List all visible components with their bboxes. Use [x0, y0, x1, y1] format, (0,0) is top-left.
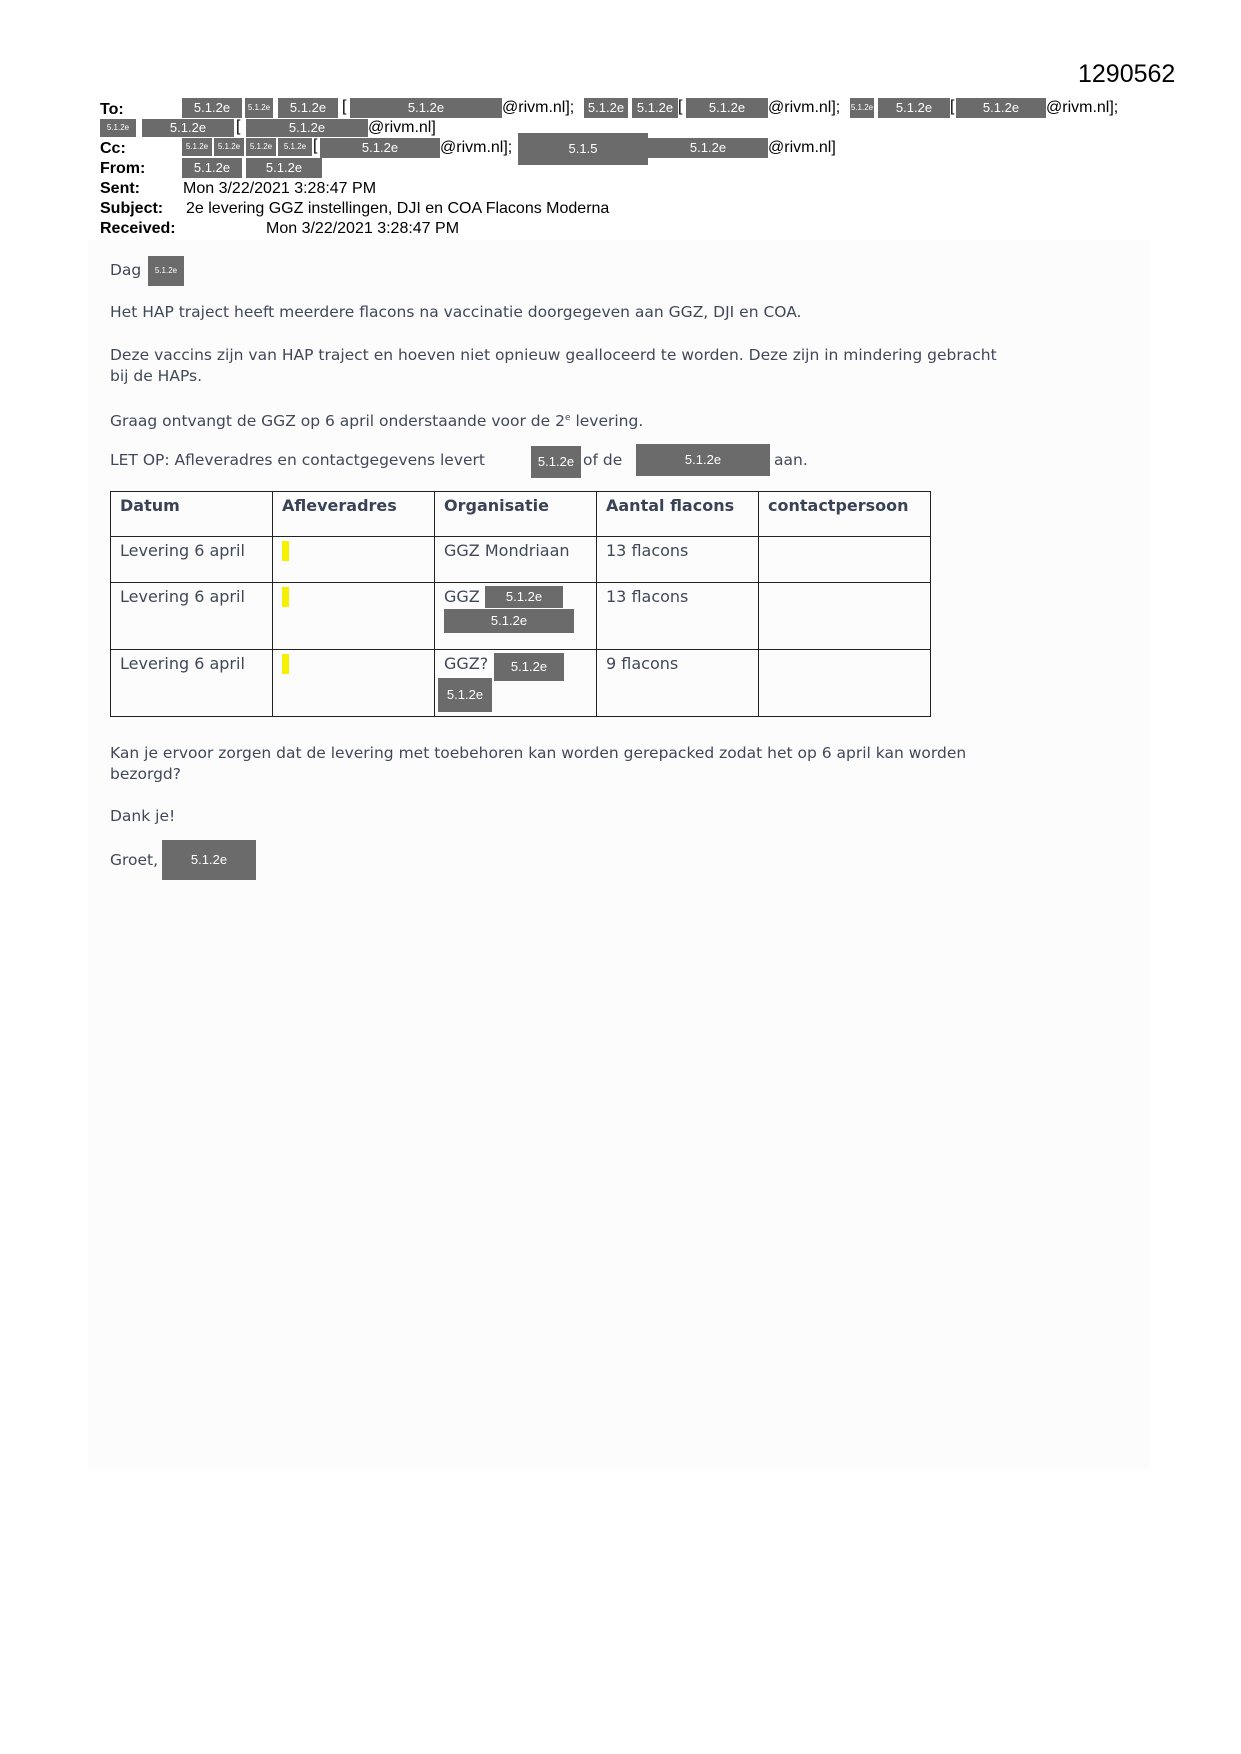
afleveradres-cell — [273, 650, 435, 717]
subject-label: Subject: — [100, 200, 164, 217]
sent-label: Sent: — [100, 180, 140, 197]
greeting: Dag — [110, 261, 142, 279]
redaction-box: 5.1.2e — [214, 138, 244, 156]
redaction-box: 5.1.2e — [584, 98, 628, 118]
notice-paragraph: LET OP: Afleveradres en contactgegevens levert — [110, 451, 485, 469]
redaction-box: 5.1.2e — [148, 256, 184, 286]
received-value: Mon 3/22/2021 3:28:47 PM — [266, 220, 460, 237]
redaction-box: 5.1.2e — [182, 98, 242, 118]
redaction-box: 5.1.2e — [531, 446, 581, 478]
datum-cell: Levering 6 april — [111, 583, 273, 650]
to-label: To: — [100, 101, 124, 118]
contact-cell — [759, 583, 931, 650]
closing-line: Groet, — [110, 851, 159, 869]
redaction-box: 5.1.2e — [350, 98, 502, 118]
aantal-cell: 9 flacons — [597, 650, 759, 717]
contact-cell — [759, 650, 931, 717]
redaction-box: 5.1.2e — [850, 98, 874, 118]
redaction-box: 5.1.2e — [162, 840, 256, 880]
redaction-box: 5.1.2e — [142, 119, 234, 137]
email-domain: @rivm.nl] — [368, 119, 436, 136]
afleveradres-cell — [273, 583, 435, 650]
redaction-box: 5.1.2e — [182, 138, 212, 156]
redaction-box: 5.1.2e — [278, 138, 312, 156]
redaction-box: 5.1.2e — [246, 119, 368, 137]
redaction-box: 5.1.2e — [632, 98, 678, 118]
email-domain: @rivm.nl]; — [768, 99, 841, 116]
column-header: Afleveradres — [273, 492, 435, 537]
aantal-cell: 13 flacons — [597, 537, 759, 583]
sent-value: Mon 3/22/2021 3:28:47 PM — [183, 180, 377, 197]
column-header: Aantal flacons — [597, 492, 759, 537]
redaction-box: 5.1.2e — [686, 98, 768, 118]
redaction-box: 5.1.2e — [878, 98, 950, 118]
redaction-box: 5.1.5 — [518, 133, 648, 165]
from-label: From: — [100, 160, 146, 177]
organisatie-cell: GGZ Mondriaan — [435, 537, 597, 583]
redaction-box: 5.1.2e — [648, 138, 768, 158]
column-header: Organisatie — [435, 492, 597, 537]
afleveradres-cell — [273, 537, 435, 583]
redaction-box: 5.1.2e — [320, 138, 440, 158]
column-header: Datum — [111, 492, 273, 537]
redaction-box: 5.1.2e — [182, 158, 242, 178]
cc-label: Cc: — [100, 140, 126, 157]
redaction-box: 5.1.2e — [438, 678, 492, 712]
email-domain: @rivm.nl]; — [1046, 99, 1119, 116]
organisatie-cell: GGZ? — [435, 650, 597, 717]
notice-text: of de — [583, 451, 623, 469]
table-row — [111, 537, 931, 583]
paragraph: Deze vaccins zijn van HAP traject en hoeven niet opnieuw gealloceerd te worden. Deze zijn in mindering gebracht bij de HAPs. — [110, 346, 997, 385]
redaction-box: 5.1.2e — [246, 158, 322, 178]
notice-text: aan. — [774, 451, 808, 469]
table-header-row — [111, 492, 931, 537]
aantal-cell: 13 flacons — [597, 583, 759, 650]
datum-cell: Levering 6 april — [111, 537, 273, 583]
redaction-box: 5.1.2e — [278, 98, 338, 118]
redaction-box: 5.1.2e — [485, 586, 563, 608]
column-header: contactpersoon — [759, 492, 931, 537]
redaction-box: 5.1.2e — [444, 609, 574, 633]
organisatie-cell: GGZ — [435, 583, 597, 650]
received-label: Received: — [100, 220, 176, 237]
contact-cell — [759, 537, 931, 583]
redaction-box: 5.1.2e — [494, 653, 564, 681]
highlight-mark — [282, 654, 289, 674]
redaction-box: 5.1.2e — [100, 119, 136, 137]
document-id: 1290562 — [1078, 60, 1176, 88]
redaction-box: 5.1.2e — [636, 444, 770, 476]
thanks-line: Dank je! — [110, 807, 176, 825]
highlight-mark — [282, 541, 289, 561]
email-domain: @rivm.nl]; — [440, 139, 513, 156]
highlight-mark — [282, 587, 289, 607]
email-domain: @rivm.nl]; — [502, 99, 575, 116]
redaction-box: 5.1.2e — [245, 98, 273, 118]
datum-cell: Levering 6 april — [111, 650, 273, 717]
paragraph: Kan je ervoor zorgen dat de levering met toebehoren kan worden gerepacked zodat het op 6 april kan worden bezorgd? — [110, 744, 967, 783]
paragraph: Het HAP traject heeft meerdere flacons na vaccinatie doorgegeven aan GGZ, DJI en COA. — [110, 303, 802, 321]
paragraph: Graag ontvangt de GGZ op 6 april onderstaande voor de 2e levering. — [110, 412, 644, 431]
email-domain: @rivm.nl] — [768, 139, 836, 156]
redaction-box: 5.1.2e — [246, 138, 276, 156]
subject-value: 2e levering GGZ instellingen, DJI en COA Flacons Moderna — [186, 200, 610, 217]
redaction-box: 5.1.2e — [956, 98, 1046, 118]
